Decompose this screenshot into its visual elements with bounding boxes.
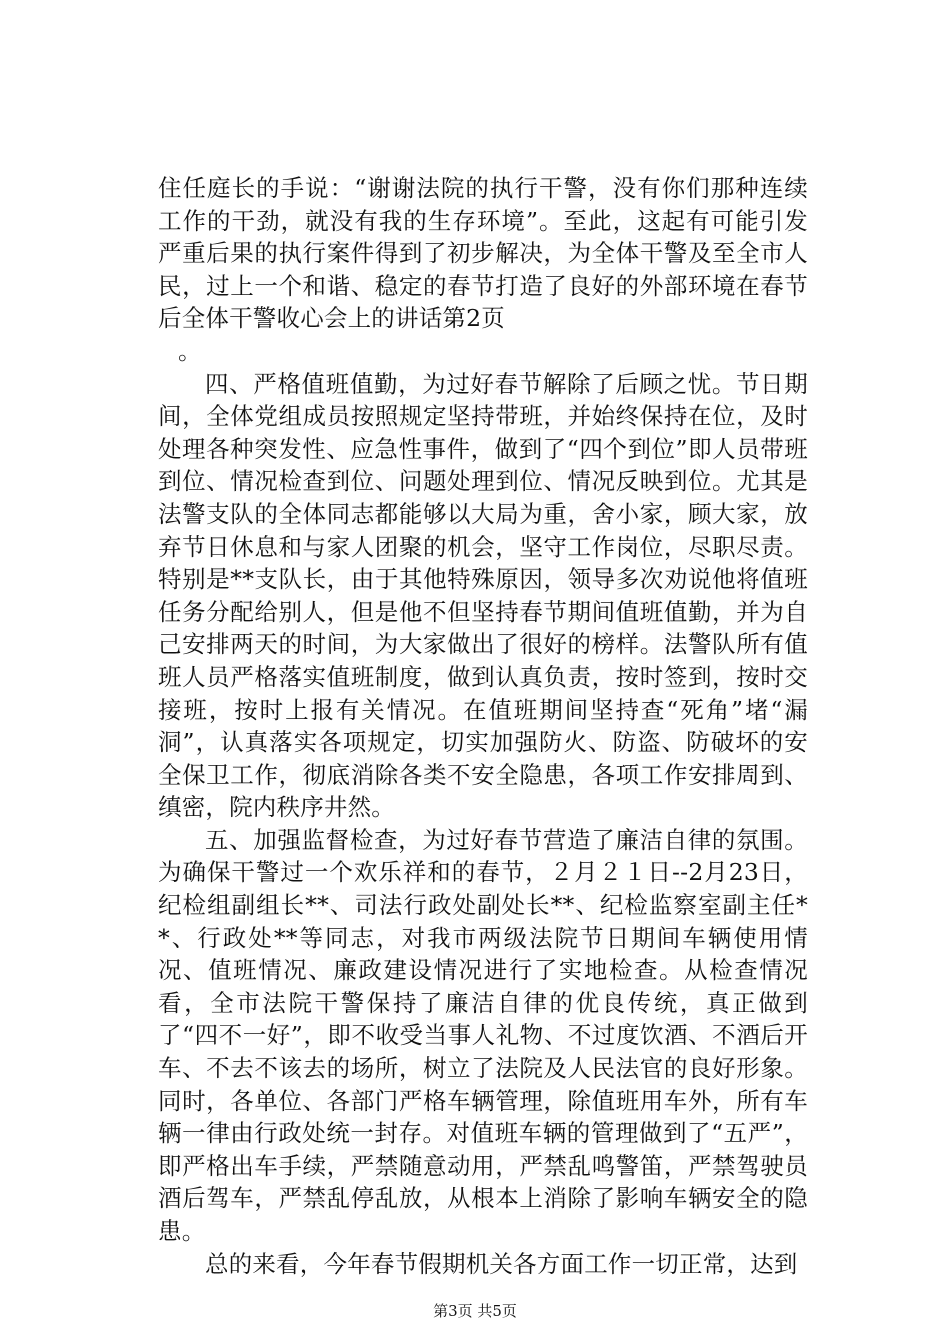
paragraph-section-five: 五、加强监督检查，为过好春节营造了廉洁自律的氛围。为确保干警过一个欢乐祥和的春节，２月２１日--2月23日，纪检组副组长**、司法行政处副处长**、纪检监察室副主任**、行政处**等同志，对我市两级法院节日期间车辆使用情况、值班情况、廉政建设情况进行了实地检查。从检查情况看，全市法院干警保持了廉洁自律的优良传统，真正做到了“四不一好”，即不收受当事人礼物、不过度饮酒、不酒后开车、不去不该去的场所，树立了法院及人民法官的良好形象。同时，各单位、各部门严格车辆管理，除值班用车外，所有车辆一律由行政处统一封存。对值班车辆的管理做到了“五严”，即严格出车手续，严禁随意动用，严禁乱鸣警笛，严禁驾驶员酒后驾车，严禁乱停乱放，从根本上消除了影响车辆安全的隐患。 bbox=[158, 825, 808, 1245]
paragraph-punctuation: 。 bbox=[178, 336, 202, 365]
paragraph-summary: 总的来看，今年春节假期机关各方面工作一切正常，达到 bbox=[205, 1249, 798, 1278]
document-body bbox=[158, 172, 808, 1280]
paragraph-section-four: 四、严格值班值勤，为过好春节解除了后顾之忧。节日期间，全体党组成员按照规定坚持带班，并始终保持在位，及时处理各种突发性、应急性事件，做到了“四个到位”即人员带班到位、情况检查到位、问题处理到位、情况反映到位。尤其是法警支队的全体同志都能够以大局为重，舍小家，顾大家，放弃节日休息和与家人团聚的机会，坚守工作岗位，尽职尽责。特别是**支队长，由于其他特殊原因，领导多次劝说他将值班任务分配给别人，但是他不但坚持春节期间值班值勤，并为自己安排两天的时间，为大家做出了很好的榜样。法警队所有值班人员严格落实值班制度，做到认真负责，按时签到，按时交接班，按时上报有关情况。在值班期间坚持查“死角”堵“漏洞”，认真落实各项规定，切实加强防火、防盗、防破坏的安全保卫工作，彻底消除各类不安全隐患，各项工作安排周到、缜密，院内秩序井然。 bbox=[158, 369, 808, 822]
paragraph-continuation: 住任庭长的手说：“谢谢法院的执行干警，没有你们那种连续工作的干劲，就没有我的生存环境”。至此，这起有可能引发严重后果的执行案件得到了初步解决，为全体干警及至全市人民，过上一个和谐、稳定的春节打造了良好的外部环境在春节后全体干警收心会上的讲话第2页 bbox=[158, 174, 808, 333]
page-footer: 第3页 共5页 bbox=[433, 1302, 517, 1320]
